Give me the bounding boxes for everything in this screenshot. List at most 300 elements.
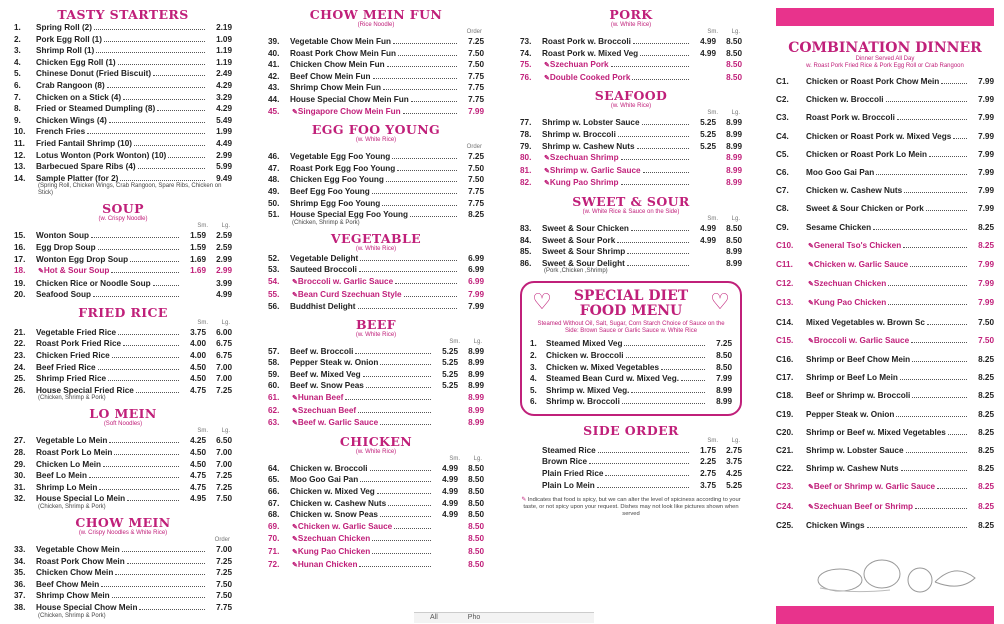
item-name: Sauteed Broccoli bbox=[290, 265, 357, 275]
item-number: 14. bbox=[14, 173, 26, 183]
item-note: (Chicken, Shrimp & Pork) bbox=[38, 612, 106, 619]
item-price: 7.99 bbox=[978, 131, 994, 141]
item-price: 7.50 bbox=[978, 317, 994, 327]
item-price: 4.00 bbox=[190, 351, 206, 361]
pepper-icon: ✎ bbox=[292, 108, 298, 116]
dot-leader bbox=[387, 66, 457, 67]
item-number: 42. bbox=[268, 71, 280, 81]
dot-leader bbox=[360, 481, 431, 482]
item-price: 7.50 bbox=[216, 591, 232, 601]
dot-leader bbox=[912, 397, 967, 398]
dot-leader bbox=[370, 470, 432, 471]
item-price: 4.99 bbox=[442, 487, 458, 497]
menu-item bbox=[14, 579, 232, 591]
item-number: 19. bbox=[14, 278, 26, 288]
menu-item bbox=[268, 151, 484, 163]
column-label: Lg. bbox=[473, 455, 482, 462]
item-name: Bean Curd Szechuan Style bbox=[297, 289, 402, 299]
item-price: 2.99 bbox=[216, 254, 232, 264]
section-title: EGG FOO YOUNG bbox=[311, 122, 441, 138]
section-title: LO MEIN bbox=[89, 406, 157, 422]
item-note: (Spring Roll, Chicken Wings, Crab Rangoon, Spare Ribs, Chicken on Stick) bbox=[38, 183, 222, 197]
item-number: 33. bbox=[14, 545, 26, 554]
item-price: 8.99 bbox=[468, 381, 484, 391]
menu-item bbox=[530, 350, 732, 362]
item-price: 3.75 bbox=[190, 327, 206, 337]
menu-item bbox=[776, 387, 994, 405]
item-price: 5.25 bbox=[442, 346, 458, 356]
item-name: Chinese Donut (Fried Biscuit) bbox=[36, 69, 152, 79]
dot-leader bbox=[661, 369, 705, 370]
item-number: C12. bbox=[776, 279, 794, 289]
item-note: (Chicken, Shrimp & Pork) bbox=[38, 395, 106, 402]
menu-item bbox=[14, 92, 232, 104]
section-subtitle: (w. White Rice) bbox=[355, 331, 397, 338]
side-order-colhead: Sm. Lg. bbox=[707, 437, 740, 444]
dot-leader bbox=[359, 566, 431, 567]
item-number: 81. bbox=[520, 165, 532, 175]
menu-item bbox=[776, 200, 994, 218]
item-number: 3. bbox=[530, 362, 537, 372]
menu-item bbox=[776, 424, 994, 442]
dot-leader bbox=[122, 551, 205, 552]
menu-item bbox=[520, 480, 742, 492]
item-number: 17. bbox=[14, 254, 26, 264]
menu-item bbox=[268, 163, 484, 175]
menu-item bbox=[268, 71, 484, 83]
item-number: 28. bbox=[14, 448, 26, 458]
dot-leader bbox=[867, 527, 967, 528]
item-name: Szechuan Chicken bbox=[813, 279, 887, 289]
item-price: 5.49 bbox=[216, 115, 232, 125]
item-name: Moo Goo Gai Pan bbox=[290, 475, 359, 485]
item-price: 3.75 bbox=[726, 457, 742, 467]
dot-leader bbox=[157, 110, 205, 111]
item-price: 6.75 bbox=[216, 351, 232, 361]
item-name: Fried Fantail Shrimp (10) bbox=[36, 138, 132, 148]
section-title: CHOW MEIN FUN bbox=[309, 7, 443, 22]
item-price: 8.25 bbox=[978, 391, 994, 401]
item-note: (Pork ,Chicken ,Shrimp) bbox=[544, 268, 608, 275]
item-name: Shrimp Fried Rice bbox=[36, 374, 107, 384]
dot-leader bbox=[386, 181, 457, 182]
column-label: Sm. bbox=[449, 455, 460, 462]
item-price: 7.50 bbox=[216, 579, 232, 589]
item-number: 39. bbox=[268, 37, 280, 46]
item-name: Beef w. Snow Peas bbox=[290, 381, 364, 391]
dot-leader bbox=[377, 493, 431, 494]
item-number: 84. bbox=[520, 235, 532, 245]
item-name: Chicken w. Cashew Nuts bbox=[806, 186, 903, 196]
item-name: Beef or Shrimp w. Garlic Sauce bbox=[813, 482, 936, 492]
menu-item bbox=[14, 447, 232, 459]
item-number: 60. bbox=[268, 381, 280, 391]
tab-pho[interactable]: Pho bbox=[467, 614, 481, 621]
item-price: 8.99 bbox=[726, 118, 742, 128]
item-price: 4.99 bbox=[700, 223, 716, 233]
item-price: 7.50 bbox=[468, 48, 484, 58]
dot-leader bbox=[627, 253, 689, 254]
item-number: 76. bbox=[520, 72, 532, 82]
dot-leader bbox=[115, 574, 205, 575]
item-price: 8.25 bbox=[978, 482, 994, 492]
item-price: 7.99 bbox=[978, 298, 994, 308]
item-price: 3.75 bbox=[700, 480, 716, 490]
item-price: 1.59 bbox=[190, 231, 206, 241]
item-number: 4. bbox=[14, 57, 21, 67]
item-name: Shrimp w. Lobster Sauce bbox=[542, 118, 640, 128]
item-price: 8.50 bbox=[726, 37, 742, 46]
dot-leader bbox=[139, 609, 205, 610]
item-name: Beef Egg Foo Young bbox=[290, 186, 370, 196]
column-label: Sm. bbox=[197, 223, 208, 230]
menu-item bbox=[14, 338, 232, 350]
dot-leader bbox=[109, 442, 179, 443]
item-price: 4.75 bbox=[190, 482, 206, 492]
item-name: Chicken Wings bbox=[806, 520, 865, 530]
column-label: Order bbox=[466, 29, 482, 35]
menu-item bbox=[14, 544, 232, 556]
dot-leader bbox=[901, 470, 967, 471]
item-number: C18. bbox=[776, 391, 794, 401]
dot-leader bbox=[380, 424, 431, 425]
item-note: (Chicken, Shrimp & Pork) bbox=[38, 504, 106, 510]
item-name: Chicken w. Cashew Nuts bbox=[290, 498, 387, 508]
item-number: C11. bbox=[776, 260, 793, 270]
item-number: 1. bbox=[530, 339, 537, 349]
item-name: Hot & Sour Soup bbox=[43, 266, 110, 276]
item-name: Crab Rangoon (8) bbox=[36, 80, 105, 90]
dot-leader bbox=[103, 466, 179, 467]
item-name: Vegetable Delight bbox=[290, 253, 359, 263]
item-price: 8.25 bbox=[978, 240, 994, 250]
menu-item bbox=[268, 463, 484, 475]
menu-item bbox=[268, 48, 484, 60]
item-name: Chicken w. Broccoli bbox=[546, 350, 624, 360]
item-number: 43. bbox=[268, 83, 280, 93]
item-price: 5.99 bbox=[216, 162, 232, 172]
item-number: 61. bbox=[268, 393, 280, 403]
dot-leader bbox=[953, 138, 967, 139]
item-name: Chicken Rice or Noodle Soup bbox=[36, 278, 151, 288]
section-subtitle: (w. White Rice & Sauce on the Side) bbox=[582, 208, 680, 215]
item-price: 4.50 bbox=[190, 362, 206, 372]
item-number: 58. bbox=[268, 358, 280, 368]
item-price: 7.00 bbox=[216, 448, 232, 458]
item-number: 29. bbox=[14, 459, 26, 469]
item-name: Buddhist Delight bbox=[290, 302, 356, 312]
item-number: C15. bbox=[776, 335, 794, 345]
dot-leader bbox=[643, 172, 689, 173]
diet-title-2: FOOD MENU bbox=[579, 303, 683, 320]
item-name: Egg Drop Soup bbox=[36, 242, 96, 252]
menu-item bbox=[776, 182, 994, 200]
dot-leader bbox=[896, 416, 967, 417]
dot-leader bbox=[948, 434, 967, 435]
dot-leader bbox=[642, 124, 689, 125]
menu-item bbox=[14, 350, 232, 362]
item-name: Chicken w. Snow Peas bbox=[290, 510, 378, 520]
item-number: 26. bbox=[14, 385, 26, 395]
dot-leader bbox=[911, 342, 967, 343]
menu-item bbox=[776, 332, 994, 351]
dot-leader bbox=[359, 271, 457, 272]
header-bar bbox=[776, 8, 994, 26]
menu-item bbox=[268, 498, 484, 510]
item-number: 30. bbox=[14, 471, 26, 481]
menu-item bbox=[520, 72, 742, 85]
item-price: 8.50 bbox=[468, 498, 484, 508]
menu-item bbox=[268, 369, 484, 381]
dot-leader bbox=[904, 192, 967, 193]
item-number: 80. bbox=[520, 153, 532, 163]
column-label: Lg. bbox=[731, 215, 740, 222]
item-name: Chicken Egg Roll (1) bbox=[36, 57, 116, 67]
diet-description: Steamed Without Oil, Salt, Sugar, Corn Starch Choice of Sauce on the Side: Brown Sauce or Garlic Sauce w. White Rice bbox=[537, 321, 725, 335]
item-price: 4.99 bbox=[442, 498, 458, 508]
menu-item bbox=[268, 380, 484, 392]
item-name: Shrimp w. Garlic Sauce bbox=[549, 165, 641, 175]
menu-item bbox=[268, 289, 484, 302]
dot-leader bbox=[912, 361, 967, 362]
menu-item bbox=[14, 57, 232, 69]
menu-item bbox=[776, 146, 994, 164]
item-price: 8.99 bbox=[468, 358, 484, 368]
item-name: Beef Fried Rice bbox=[36, 362, 96, 372]
item-name: Broccoli w. Garlic Sauce bbox=[813, 335, 910, 345]
menu-item bbox=[14, 161, 232, 173]
item-price: 9.49 bbox=[216, 173, 232, 183]
item-number: 8. bbox=[14, 104, 21, 114]
dot-leader bbox=[372, 553, 431, 554]
menu-item bbox=[776, 219, 994, 237]
item-price: 8.50 bbox=[468, 510, 484, 520]
item-name: Chicken Egg Foo Young bbox=[290, 175, 384, 185]
item-number: C23. bbox=[776, 482, 794, 492]
item-number: 46. bbox=[268, 152, 280, 162]
item-number: 22. bbox=[14, 339, 26, 349]
dot-leader bbox=[134, 145, 205, 146]
item-price: 1.19 bbox=[216, 46, 232, 56]
item-price: 4.50 bbox=[190, 374, 206, 384]
item-price: 1.69 bbox=[190, 266, 206, 276]
item-price: 4.75 bbox=[190, 471, 206, 481]
item-price: 1.09 bbox=[216, 34, 232, 44]
item-price: 6.00 bbox=[216, 327, 232, 337]
dot-leader bbox=[410, 216, 457, 217]
dot-leader bbox=[123, 345, 179, 346]
item-price: 8.99 bbox=[716, 385, 732, 395]
item-price: 7.00 bbox=[216, 362, 232, 372]
item-number: 18. bbox=[14, 266, 26, 276]
item-number: 7. bbox=[14, 92, 21, 102]
item-name: Spring Roll (2) bbox=[36, 23, 92, 32]
pepper-icon: ✎ bbox=[292, 278, 298, 286]
dot-leader bbox=[98, 249, 179, 250]
item-name: Sweet & Sour Shrimp bbox=[542, 247, 626, 257]
menu-item bbox=[776, 369, 994, 387]
item-name: Shrimp Egg Foo Young bbox=[290, 198, 381, 208]
dot-leader bbox=[927, 324, 967, 325]
section-subtitle: (Rice Noodle) bbox=[357, 22, 395, 28]
menu-item bbox=[268, 94, 484, 106]
pepper-icon: ✎ bbox=[292, 420, 298, 428]
menu-item bbox=[268, 546, 484, 559]
item-name: House Special Chow Mein bbox=[36, 602, 138, 612]
menu-item bbox=[530, 396, 732, 408]
pepper-icon: ✎ bbox=[292, 536, 298, 544]
item-price: 7.00 bbox=[216, 459, 232, 469]
dot-leader bbox=[380, 364, 431, 365]
menu-item bbox=[776, 478, 994, 497]
item-price: 5.25 bbox=[442, 369, 458, 379]
item-price: 1.99 bbox=[216, 127, 232, 137]
item-price: 7.99 bbox=[978, 204, 994, 214]
column-label: Lg. bbox=[221, 223, 230, 230]
item-name: Szechuan Beef bbox=[297, 405, 357, 415]
item-price: 8.99 bbox=[468, 405, 484, 415]
item-number: C6. bbox=[776, 168, 789, 178]
item-name: Vegetable Lo Mein bbox=[36, 436, 108, 446]
section-subtitle: (w. White Rice) bbox=[610, 103, 652, 110]
item-price: 4.99 bbox=[700, 48, 716, 58]
menu-item bbox=[520, 223, 742, 235]
item-price: 7.75 bbox=[468, 186, 484, 196]
item-price: 8.99 bbox=[726, 247, 742, 257]
pepper-icon: ✎ bbox=[808, 300, 814, 308]
item-name: House Special Chow Mein Fun bbox=[290, 94, 409, 104]
column-label: Lg. bbox=[473, 338, 482, 345]
item-price: 8.50 bbox=[726, 235, 742, 245]
item-name: Vegetable Egg Foo Young bbox=[290, 152, 391, 162]
item-price: 8.50 bbox=[716, 362, 732, 372]
menu-item bbox=[14, 22, 232, 34]
item-number: 12. bbox=[14, 150, 26, 160]
section-subtitle: (w. Crispy Noodles & White Rice) bbox=[78, 530, 168, 536]
section-title: FRIED RICE bbox=[78, 304, 168, 320]
dot-leader bbox=[404, 296, 457, 297]
item-number: 15. bbox=[14, 231, 26, 241]
menu-item bbox=[268, 174, 484, 186]
footer-bar bbox=[776, 606, 994, 624]
menu-item bbox=[268, 264, 484, 276]
dot-leader bbox=[403, 113, 457, 114]
item-price: 7.25 bbox=[468, 37, 484, 46]
column-label: Sm. bbox=[197, 428, 208, 435]
item-price: 7.99 bbox=[978, 113, 994, 123]
item-price: 7.99 bbox=[468, 302, 484, 312]
menu-item bbox=[14, 242, 232, 254]
dot-leader bbox=[93, 296, 179, 297]
dot-leader bbox=[109, 122, 205, 123]
dot-leader bbox=[366, 387, 431, 388]
item-number: 67. bbox=[268, 498, 280, 508]
diet-items bbox=[530, 338, 732, 408]
item-price: 7.99 bbox=[468, 106, 484, 116]
item-name: Roast Pork Chow Mein bbox=[36, 556, 125, 566]
pepper-icon: ✎ bbox=[808, 503, 814, 511]
item-name: Beef Lo Mein bbox=[36, 471, 87, 481]
item-name: Chicken or Roast Pork Chow Mein bbox=[806, 77, 940, 86]
item-price: 8.99 bbox=[468, 418, 484, 428]
item-number: C3. bbox=[776, 113, 789, 123]
item-number: 83. bbox=[520, 223, 532, 233]
item-price: 7.99 bbox=[978, 279, 994, 289]
item-name: Kung Pao Shrimp bbox=[549, 178, 619, 188]
dot-leader bbox=[906, 452, 967, 453]
tab-all[interactable]: All bbox=[430, 614, 438, 621]
item-price: 7.99 bbox=[978, 186, 994, 196]
item-name: Shrimp Roll (1) bbox=[36, 46, 95, 56]
item-name: House Special Lo Mein bbox=[36, 494, 126, 504]
item-price: 8.50 bbox=[726, 48, 742, 58]
item-price: 8.25 bbox=[978, 373, 994, 383]
item-name: Roast Pork Chow Mein Fun bbox=[290, 48, 396, 58]
menu-item bbox=[530, 362, 732, 374]
item-name: Broccoli w. Garlic Sauce bbox=[297, 276, 394, 286]
column-label: Sm. bbox=[707, 110, 718, 117]
item-price: 2.59 bbox=[216, 242, 232, 252]
item-number: 1. bbox=[14, 23, 21, 32]
item-name: Chicken w. Mixed Vegetables bbox=[546, 362, 659, 372]
item-price: 8.25 bbox=[978, 427, 994, 437]
menu-item bbox=[268, 521, 484, 534]
item-price: 2.25 bbox=[700, 457, 716, 467]
dot-leader bbox=[91, 237, 179, 238]
item-price: 8.50 bbox=[726, 60, 742, 70]
dot-leader bbox=[127, 563, 205, 564]
item-price: 7.99 bbox=[978, 149, 994, 159]
item-price: 2.75 bbox=[726, 445, 742, 455]
dot-leader bbox=[104, 41, 205, 42]
combo-title: COMBINATION DINNER bbox=[788, 40, 982, 56]
item-name: Plain Fried Rice bbox=[542, 469, 604, 479]
menu-item bbox=[776, 275, 994, 294]
menu-item bbox=[14, 68, 232, 80]
menu-item bbox=[776, 109, 994, 127]
dot-leader bbox=[398, 55, 457, 56]
item-name: Steamed Rice bbox=[542, 445, 596, 455]
heart-icon: ♡ bbox=[532, 289, 552, 315]
item-name: Singapore Chow Mein Fun bbox=[297, 106, 401, 116]
item-price: 4.29 bbox=[216, 104, 232, 114]
item-number: 63. bbox=[268, 418, 280, 428]
menu-item bbox=[14, 230, 232, 242]
dot-leader bbox=[618, 136, 689, 137]
item-name: Beef Chow Mein Fun bbox=[290, 71, 371, 81]
item-price: 8.99 bbox=[468, 393, 484, 403]
menu-item bbox=[14, 278, 232, 290]
item-name: Pepper Steak w. Onion bbox=[290, 358, 379, 368]
item-price: 7.25 bbox=[216, 556, 232, 566]
item-number: 31. bbox=[14, 482, 26, 492]
menu-item bbox=[776, 498, 994, 517]
menu-item bbox=[268, 405, 484, 418]
item-price: 1.75 bbox=[700, 445, 716, 455]
item-price: 2.59 bbox=[216, 231, 232, 241]
item-number: 86. bbox=[520, 258, 532, 268]
item-number: 27. bbox=[14, 436, 26, 446]
dot-leader bbox=[937, 488, 967, 489]
item-price: 8.50 bbox=[726, 223, 742, 233]
menu-item bbox=[14, 126, 232, 138]
menu-item bbox=[776, 256, 994, 275]
menu-item bbox=[520, 445, 742, 457]
section-subtitle: (w. White Rice) bbox=[355, 245, 397, 252]
combo-subtitle: Dinner Served All Day bbox=[855, 56, 915, 62]
item-name: Double Cooked Pork bbox=[549, 72, 631, 82]
dot-leader bbox=[681, 380, 705, 381]
